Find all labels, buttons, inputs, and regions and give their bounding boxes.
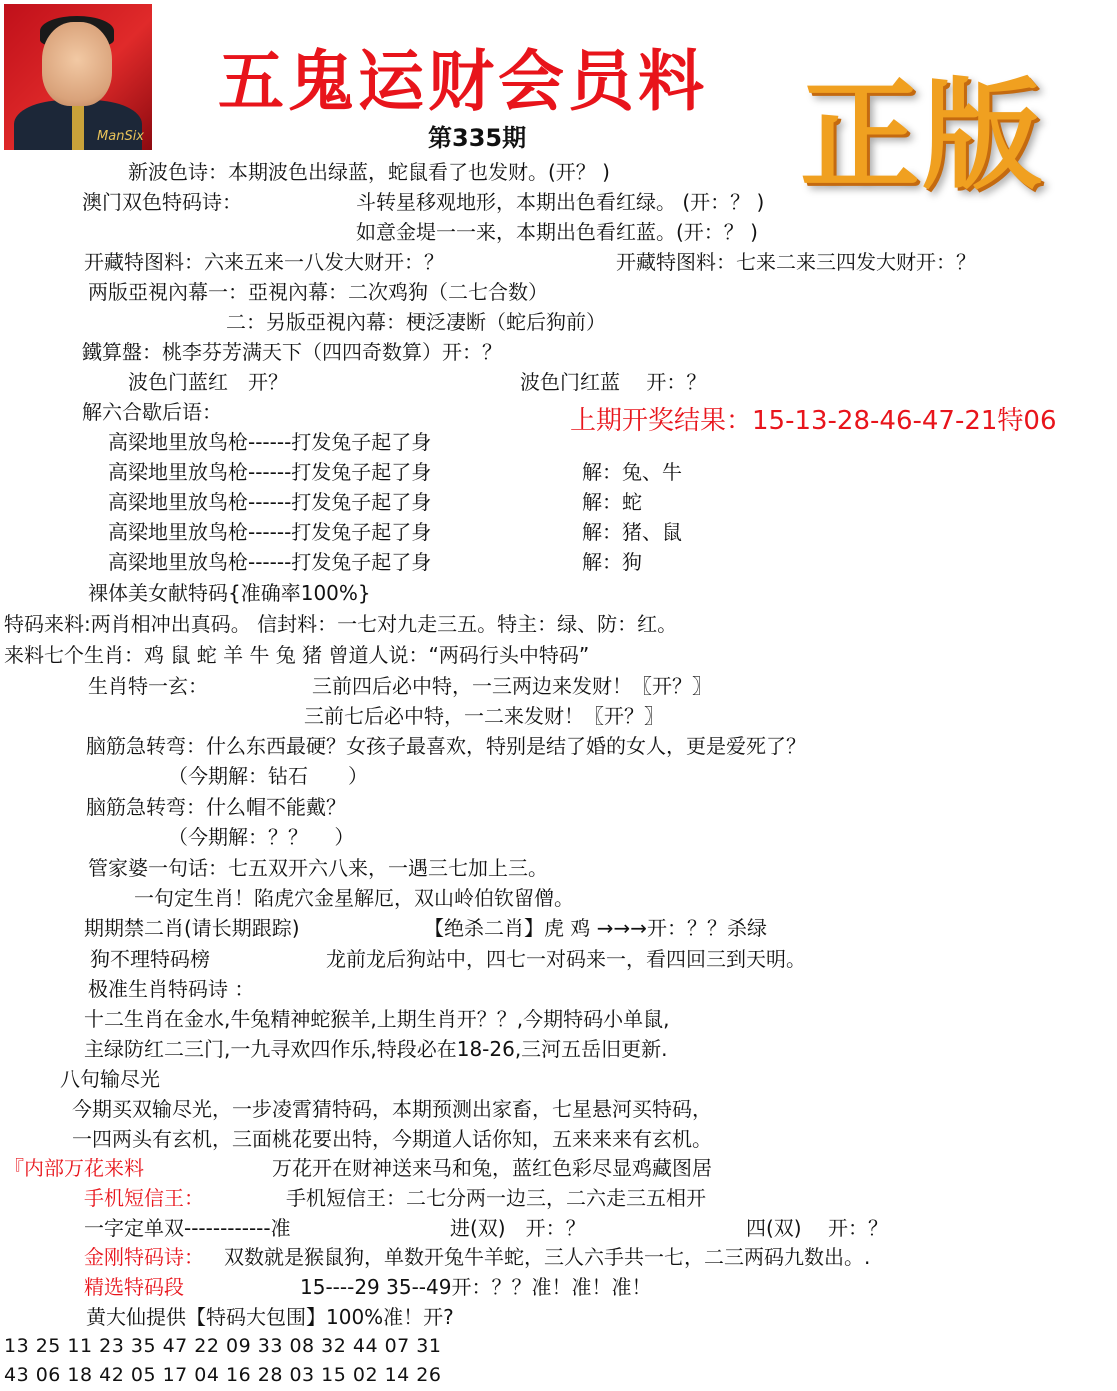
line-brain-teaser-1: 脑筋急转弯：什么东西最硬？女孩子最喜欢，特别是结了婚的女人，更是爱死了？ bbox=[86, 734, 806, 758]
line-eight-title: 八句输尽光 bbox=[60, 1067, 160, 1091]
last-draw-result: 上期开奖结果：15-13-28-46-47-21特06 bbox=[570, 406, 1057, 436]
riddle-line: 高梁地里放鸟枪------打发兔子起了身 bbox=[108, 520, 432, 544]
line-eight-1: 今期买双输尽光，一步凌霄猜特码，本期预测出家畜，七星悬河买特码， bbox=[72, 1097, 712, 1121]
line-wanhua-label: 『内部万花来料 bbox=[4, 1156, 144, 1180]
line-macau-text-2: 如意金堤一一来，本期出色看红蓝。(开：？ ) bbox=[356, 220, 758, 244]
line-odd-even-si: 四(双) 开：？ bbox=[746, 1216, 888, 1240]
numbers-row-1: 13 25 11 23 35 47 22 09 33 08 32 44 07 31 bbox=[4, 1335, 442, 1357]
line-abacus: 鐵算盤：桃李芬芳满天下（四四奇数算）开：？ bbox=[82, 340, 502, 364]
line-poem-1: 十二生肖在金水,牛兔精神蛇猴羊,上期生肖开？？,今期特码小单鼠, bbox=[84, 1007, 670, 1031]
line-one-zodiac: 一句定生肖！陷虎穴金星解厄，双山岭伯钦留僧。 bbox=[134, 886, 574, 910]
line-seven-zodiac: 来料七个生肖：鸡 鼠 蛇 羊 牛 兔 猪 曾道人说：“两码行头中特码” bbox=[4, 643, 590, 667]
line-wanhua-text: 万花开在财神送来马和兔，蓝红色彩尽显鸡藏图居 bbox=[272, 1156, 712, 1180]
line-accuracy: 裸体美女献特码{准确率100%} bbox=[88, 581, 371, 605]
line-gobuli-label: 狗不理特码榜 bbox=[90, 947, 210, 971]
line-zodiac-text-2: 三前七后必中特，一二来发财！〖开？〗 bbox=[304, 704, 664, 728]
riddle-line: 高梁地里放鸟枪------打发兔子起了身 bbox=[108, 490, 432, 514]
riddle-answer: 解：猪、鼠 bbox=[582, 520, 682, 544]
line-wave-poem: 新波色诗：本期波色出绿蓝，蛇鼠看了也发财。(开？ ) bbox=[128, 160, 610, 184]
line-poem-2: 主绿防红二三门,一九寻欢四作乐,特段必在18-26,三河五岳旧更新. bbox=[84, 1037, 668, 1061]
line-forbidden-label: 期期禁二肖(请长期跟踪) bbox=[84, 916, 300, 940]
line-zodiac-label: 生肖特一玄： bbox=[88, 674, 208, 698]
line-brain-answer-1: （今期解：钻石 ） bbox=[168, 764, 368, 788]
line-special-source: 特码来料:两肖相冲出真码。 信封料：一七对九走三五。特主：绿、防：红。 bbox=[4, 612, 678, 636]
line-select-text: 15----29 35--49开：？？准！准！准！ bbox=[300, 1275, 652, 1299]
portrait-tie bbox=[72, 104, 84, 150]
line-macau-text: 斗转星移观地形，本期出色看红绿。 (开：？ ) bbox=[356, 190, 765, 214]
line-atv-2: 二：另版亞視內幕：梗泛凄断（蛇后狗前） bbox=[226, 310, 606, 334]
line-kingkong-label: 金刚特码诗： bbox=[84, 1245, 204, 1269]
riddle-answer: 解：兔、牛 bbox=[582, 460, 682, 484]
riddle-line: 高梁地里放鸟枪------打发兔子起了身 bbox=[108, 550, 432, 574]
line-eight-2: 一四两头有玄机，三面桃花要出特，今期道人话你知，五来来来有玄机。 bbox=[72, 1127, 712, 1151]
line-kaizang-1: 开藏特图料：六来五来一八发大财开：？ bbox=[84, 250, 444, 274]
line-zodiac-text: 三前四后必中特，一三两边来发财！〖开？〗 bbox=[312, 674, 712, 698]
riddle-answer: 解：狗 bbox=[582, 550, 642, 574]
line-forbidden-text: 【绝杀二肖】虎 鸡 →→→开：？？杀绿 bbox=[424, 916, 767, 940]
line-gobuli-text: 龙前龙后狗站中，四七一对码来一，看四回三到天明。 bbox=[326, 947, 806, 971]
line-select-label: 精选特码段 bbox=[84, 1275, 184, 1299]
line-sms-text: 手机短信王：二七分两一边三，二六走三五相开 bbox=[286, 1186, 706, 1210]
line-odd-even: 一字定单双------------准 bbox=[84, 1216, 291, 1240]
line-odd-even-jin: 进(双) 开：？ bbox=[450, 1216, 586, 1240]
numbers-row-2: 43 06 18 42 05 17 04 16 28 03 15 02 14 26 bbox=[4, 1364, 442, 1386]
issue-number: 第335期 bbox=[428, 124, 527, 152]
line-brain-answer-2: （今期解：？？ ） bbox=[168, 825, 355, 849]
line-sms-label: 手机短信王： bbox=[84, 1186, 204, 1210]
photo-logo: ManSix bbox=[97, 129, 144, 144]
line-housekeeper: 管家婆一句话：七五双开六八来，一遇三七加上三。 bbox=[88, 856, 548, 880]
line-wave-door-2: 波色门红蓝 开：？ bbox=[520, 370, 707, 394]
riddle-line: 高梁地里放鸟枪------打发兔子起了身 bbox=[108, 460, 432, 484]
portrait-photo bbox=[4, 4, 152, 150]
line-poem-title: 极准生肖特码诗 ： bbox=[88, 977, 255, 1001]
line-macau-label: 澳门双色特码诗： bbox=[82, 190, 242, 214]
line-atv-1: 两版亞視內幕一：亞視內幕：二次鸡狗（二七合数） bbox=[88, 280, 548, 304]
line-huang-daxian: 黄大仙提供【特码大包围】100%准！开? bbox=[86, 1305, 454, 1329]
genuine-badge: 正版 bbox=[800, 67, 1044, 206]
riddle-line: 高梁地里放鸟枪------打发兔子起了身 bbox=[108, 430, 432, 454]
portrait-face bbox=[42, 22, 112, 106]
line-brain-teaser-2: 脑筋急转弯：什么帽不能戴？ bbox=[86, 795, 346, 819]
line-kingkong-text: 双数就是猴鼠狗，单数开兔牛羊蛇，三人六手共一七，二三两码九数出。. bbox=[224, 1245, 871, 1269]
riddle-answer: 解：蛇 bbox=[582, 490, 642, 514]
line-kaizang-2: 开藏特图料：七来二来三四发大财开：？ bbox=[616, 250, 976, 274]
line-wave-door-1: 波色门蓝红 开？ bbox=[128, 370, 288, 394]
line-riddle-title: 解六合歇后语： bbox=[82, 400, 222, 424]
page-title: 五鬼运财会员料 bbox=[218, 43, 708, 120]
